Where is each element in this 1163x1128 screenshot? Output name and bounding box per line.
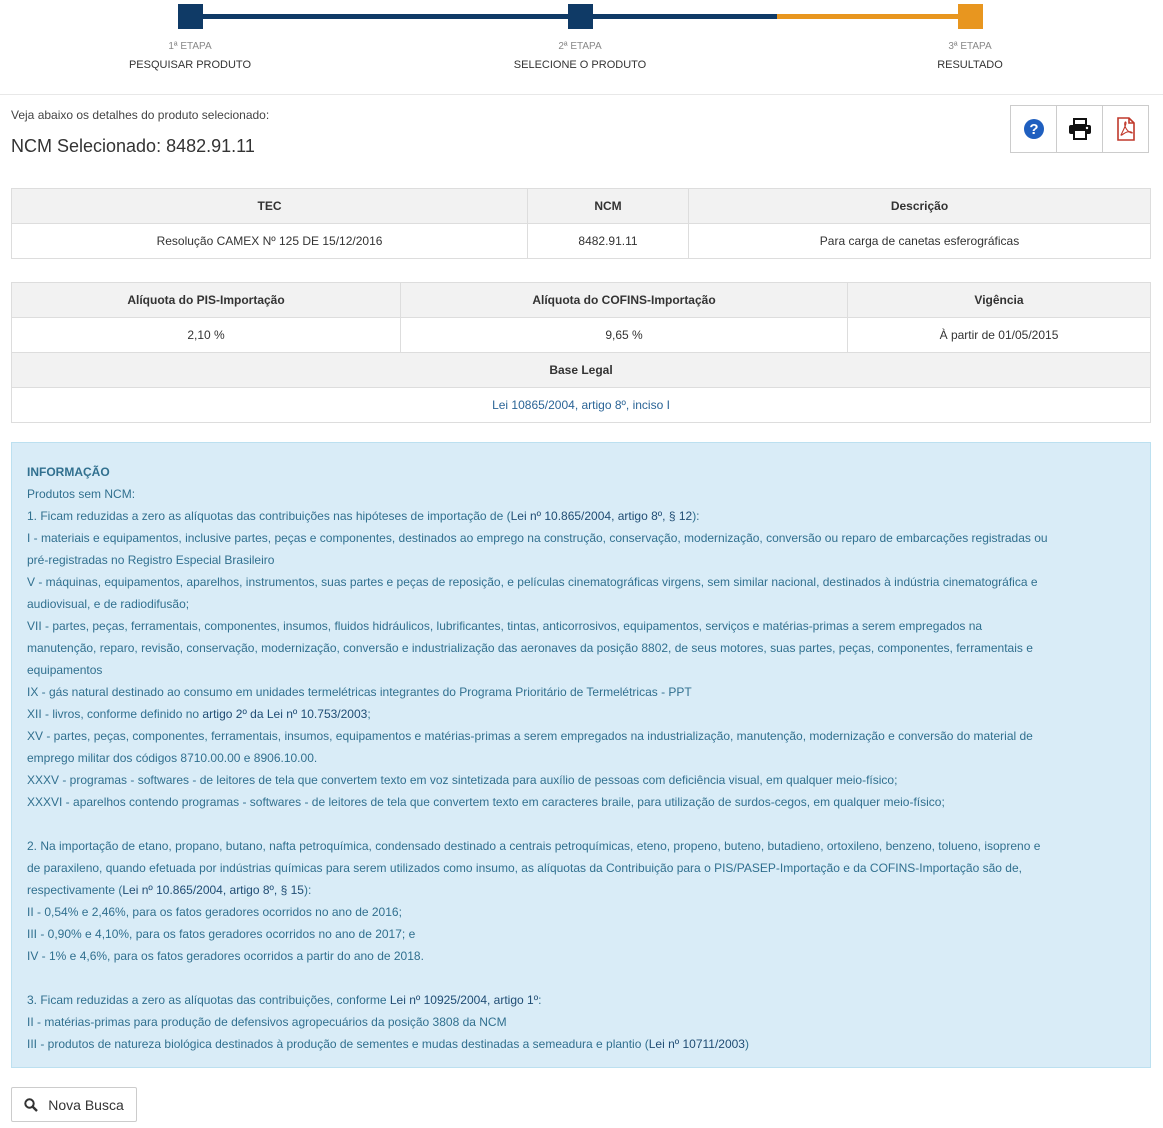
- info-line: III - 0,90% e 4,10%, para os fatos geradores ocorridos no ano de 2017; e: [27, 927, 416, 941]
- info-line: [27, 703, 1135, 725]
- step-3-name: RESULTADO: [937, 59, 1003, 71]
- info-line: XXXVI - aparelhos contendo programas - softwares - de leitores de tela que convertem texto em caracteres braile, para utilização de surdos-cegos, em qualquer meio-físico;: [27, 795, 945, 809]
- law-link[interactable]: Lei nº 10925/2004, artigo 1º: [389, 993, 539, 1007]
- action-button-group: [1010, 105, 1151, 153]
- info-text: ;: [367, 707, 371, 721]
- cell-descricao: Para carga de canetas esferográficas: [689, 224, 1151, 259]
- info-line: pré-registradas no Registro Especial Brasileiro: [27, 553, 275, 567]
- step-1-marker[interactable]: [178, 4, 203, 29]
- info-line: XXXV - programas - softwares - de leitores de tela que convertem texto em voz sintetizada para auxílio de pessoas com deficiência visual, em qualquer meio-físico;: [27, 773, 898, 787]
- aliquotas-table: [11, 282, 1151, 423]
- intro-text: Veja abaixo os detalhes do produto selecionado:: [11, 108, 270, 122]
- stepper-line-active: [777, 14, 970, 19]
- info-line: IV - 1% e 4,6%, para os fatos geradores ocorridos a partir do ano de 2018.: [27, 949, 424, 963]
- spacer: [27, 967, 1135, 989]
- info-line: XV - partes, peças, componentes, ferramentais, insumos, equipamentos e matérias-primas a serem empregados na industrialização, manutenção, modernização e conversão do material de: [27, 729, 1033, 743]
- info-line: 2. Na importação de etano, propano, butano, nafta petroquímica, condensado destinado a centrais petroquímicas, eteno, propeno, buteno, butadieno, ortoxileno, benzeno, tolueno, isopreno e: [27, 839, 1041, 853]
- cell-vigencia: À partir de 01/05/2015: [848, 318, 1151, 353]
- cell-cofins: 9,65 %: [401, 318, 848, 353]
- col-header-tec: TEC: [12, 189, 528, 224]
- print-button[interactable]: [1056, 105, 1103, 153]
- info-text: ):: [692, 509, 700, 523]
- pdf-button[interactable]: [1102, 105, 1149, 153]
- nova-busca-button[interactable]: [11, 1087, 137, 1122]
- tec-table: [11, 188, 1151, 259]
- svg-text:?: ?: [1028, 121, 1039, 138]
- nova-busca-label: Nova Busca: [48, 1096, 124, 1113]
- info-line: manutenção, reparo, revisão, conservação, modernização, conversão e industrialização das aeronaves da posição 8802, de seus motores, suas partes, peças, componentes, ferramentais e: [27, 641, 1033, 655]
- info-line: emprego militar dos códigos 8710.00.00 e 8906.10.00.: [27, 751, 318, 765]
- col-header-pis: Alíquota do PIS-Importação: [12, 283, 401, 318]
- info-text: III - produtos de natureza biológica destinados à produção de sementes e mudas destinadas a semeadura e plantio (: [27, 1037, 649, 1051]
- col-header-descricao: Descrição: [689, 189, 1151, 224]
- stepper-line-completed: [190, 14, 777, 19]
- base-legal-link[interactable]: Lei 10865/2004, artigo 8º, inciso I: [12, 388, 1151, 423]
- step-3-number: 3ª ETAPA: [948, 41, 992, 52]
- info-line: [27, 505, 1135, 527]
- step-2-name[interactable]: SELECIONE O PRODUTO: [513, 59, 647, 71]
- col-header-vigencia: Vigência: [848, 283, 1151, 318]
- info-text: 3. Ficam reduzidas a zero as alíquotas das contribuições, conforme: [27, 993, 390, 1007]
- info-text: :: [538, 993, 542, 1007]
- info-text: XII - livros, conforme definido no: [27, 707, 203, 721]
- info-text: respectivamente (: [27, 883, 123, 897]
- pdf-file-icon: [1116, 117, 1136, 141]
- table-row: [12, 318, 1151, 353]
- step-2-marker[interactable]: [568, 4, 593, 29]
- progress-stepper: [0, 0, 1163, 95]
- info-line: V - máquinas, equipamentos, aparelhos, instrumentos, suas partes e peças de reposição, e películas cinematográficas virgens, sem similar nacional, destinados à indústria cinematográfica e: [27, 575, 1038, 589]
- printer-icon: [1068, 118, 1092, 140]
- help-button[interactable]: [1010, 105, 1057, 153]
- info-line: VII - partes, peças, ferramentais, componentes, insumos, fluidos hidráulicos, lubrificantes, tintas, anticorrosivos, equipamentos, serviços e matérias-primas a serem empregados na: [27, 619, 983, 633]
- info-line: Produtos sem NCM:: [27, 487, 136, 501]
- law-link[interactable]: Lei nº 10.865/2004, artigo 8º, § 15: [122, 883, 304, 897]
- search-icon: [24, 1098, 38, 1112]
- cell-ncm: 8482.91.11: [528, 224, 689, 259]
- base-legal-header: Base Legal: [12, 353, 1151, 388]
- table-row: [12, 224, 1151, 259]
- info-line: II - 0,54% e 2,46%, para os fatos geradores ocorridos no ano de 2016;: [27, 905, 402, 919]
- info-alert: [11, 442, 1151, 1068]
- step-1-number: 1ª ETAPA: [168, 41, 212, 52]
- info-text: 1. Ficam reduzidas a zero as alíquotas das contribuições nas hipóteses de importação de (: [27, 509, 511, 523]
- cell-pis: 2,10 %: [12, 318, 401, 353]
- page-title: NCM Selecionado: 8482.91.11: [11, 136, 255, 156]
- question-circle-icon: [1023, 118, 1045, 140]
- step-2-number: 2ª ETAPA: [558, 41, 602, 52]
- law-link[interactable]: artigo 2º da Lei nº 10.753/2003: [202, 707, 368, 721]
- info-line: I - materiais e equipamentos, inclusive partes, peças e componentes, destinados ao emprego na construção, conservação, modernização, conversão ou reparo de embarcações registradas ou: [27, 531, 1048, 545]
- step-1-name[interactable]: PESQUISAR PRODUTO: [128, 59, 252, 71]
- info-text: ):: [303, 883, 312, 897]
- col-header-cofins: Alíquota do COFINS-Importação: [401, 283, 848, 318]
- info-line: audiovisual, e de radiodifusão;: [27, 597, 190, 611]
- info-line: [27, 879, 1135, 901]
- col-header-ncm: NCM: [528, 189, 689, 224]
- cell-tec: Resolução CAMEX Nº 125 DE 15/12/2016: [12, 224, 528, 259]
- info-text: ): [744, 1037, 749, 1051]
- info-line: [27, 989, 1135, 1011]
- info-line: II - matérias-primas para produção de defensivos agropecuários da posição 3808 da NCM: [27, 1015, 507, 1029]
- spacer: [27, 813, 1135, 835]
- info-line: IX - gás natural destinado ao consumo em unidades termelétricas integrantes do Programa Prioritário de Termelétricas - PPT: [27, 685, 692, 699]
- info-line: de paraxileno, quando efetuada por indústrias químicas para serem utilizados como insumo, as alíquotas da Contribuição para o PIS/PASEP-Importação e da COFINS-Importação são de,: [27, 861, 1022, 875]
- step-3-marker: [958, 4, 983, 29]
- info-title: INFORMAÇÃO: [27, 465, 110, 479]
- law-link[interactable]: Lei nº 10711/2003: [648, 1037, 745, 1051]
- info-line: [27, 1033, 1135, 1055]
- law-link[interactable]: Lei nº 10.865/2004, artigo 8º, § 12: [510, 509, 693, 523]
- info-line: equipamentos: [27, 663, 103, 677]
